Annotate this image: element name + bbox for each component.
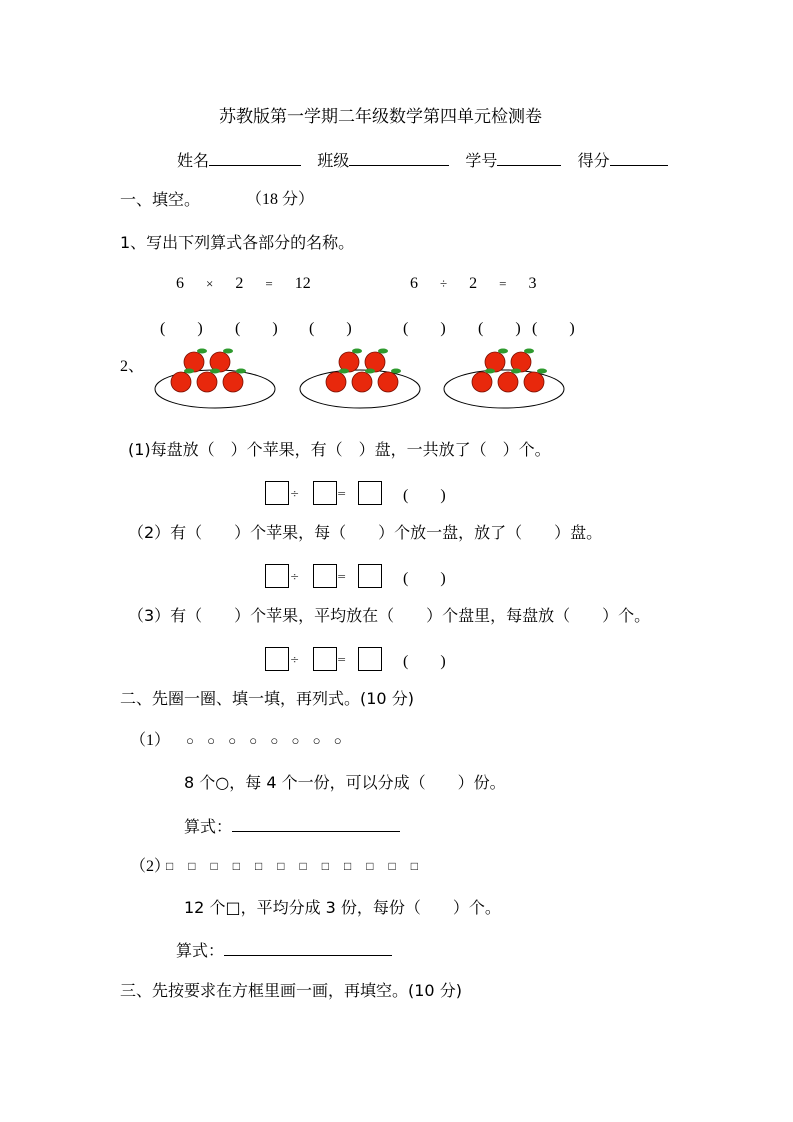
name-field[interactable] [209,149,301,166]
answer-box[interactable] [358,481,382,505]
multiplication-equation: 6 × 2 = 12 [176,275,311,292]
blank-quotient[interactable]: ( ) [532,320,575,337]
equals-sign: = [337,653,347,666]
formula-label: 算式： [176,941,225,960]
score-label: 得分 [577,151,610,170]
section1-heading: 一、填空。 [120,190,201,209]
score-field[interactable] [610,149,668,166]
section2-heading: 二、先圈一圈、填一填，再列式。(10 分) [120,689,414,708]
answer-box[interactable] [265,564,289,588]
apple-plate-1-icon [150,345,280,413]
page-title: 苏教版第一学期二年级数学第四单元检测卷 [219,107,542,127]
class-field[interactable] [349,149,449,166]
id-label: 学号 [465,151,498,170]
answer-box[interactable] [265,647,289,671]
q1-prompt: 1、写出下列算式各部分的名称。 [120,233,355,252]
id-field[interactable] [497,149,561,166]
blank-factor-1[interactable]: ( ) [160,320,203,337]
division-equation: 6 ÷ 2 = 3 [410,275,537,292]
apple-plate-2-icon [295,345,425,413]
q2-label: 2、 [120,358,145,375]
square-symbols[interactable]: □ □ □ □ □ □ □ □ □ □ □ □ [166,859,424,873]
section1-points: （18 分） [246,191,315,208]
name-label: 姓名 [177,151,210,170]
formula-label: 算式： [184,817,233,836]
s2-q1-text: 8 个○，每 4 个一份，可以分成（ ）份。 [184,773,506,792]
answer-box[interactable] [358,564,382,588]
apple-plate-3-icon [439,345,569,413]
s2-q2-label: （2） [130,858,171,875]
answer-box[interactable] [265,481,289,505]
blank-divisor[interactable]: ( ) [478,320,521,337]
s2-q2-text: 12 个□，平均分成 3 份，每份（ ）个。 [184,898,501,917]
s2-q2-formula [176,939,392,961]
answer-box[interactable] [358,647,382,671]
answer-box[interactable] [313,647,337,671]
divide-sign: ÷ [290,653,300,666]
divide-sign: ÷ [290,570,300,583]
formula-field[interactable] [232,815,400,832]
circle-symbols[interactable]: ○ ○ ○ ○ ○ ○ ○ ○ [186,733,347,748]
unit-blank[interactable]: ( ) [403,570,446,587]
divide-sign: ÷ [290,487,300,500]
blank-factor-2[interactable]: ( ) [235,320,278,337]
answer-box[interactable] [313,564,337,588]
equals-sign: = [337,487,347,500]
equals-sign: = [337,570,347,583]
q2-sub3-text: （3）有（ ）个苹果，平均放在（ ）个盘里，每盘放（ ）个。 [128,606,651,625]
unit-blank[interactable]: ( ) [403,653,446,670]
section3-heading: 三、先按要求在方框里画一画，再填空。(10 分) [120,981,462,1000]
q2-sub1-text: (1)每盘放（ ）个苹果，有（ ）盘，一共放了（ ）个。 [128,440,551,459]
formula-field[interactable] [224,939,392,956]
s2-q1-label: （1） [130,732,171,749]
s2-q1-formula [184,815,400,837]
q2-sub2-text: （2）有（ ）个苹果，每（ ）个放一盘，放了（ ）盘。 [128,523,603,542]
class-label: 班级 [317,151,350,170]
blank-product[interactable]: ( ) [309,320,352,337]
student-info-row [177,149,668,171]
blank-dividend[interactable]: ( ) [403,320,446,337]
answer-box[interactable] [313,481,337,505]
unit-blank[interactable]: ( ) [403,487,446,504]
